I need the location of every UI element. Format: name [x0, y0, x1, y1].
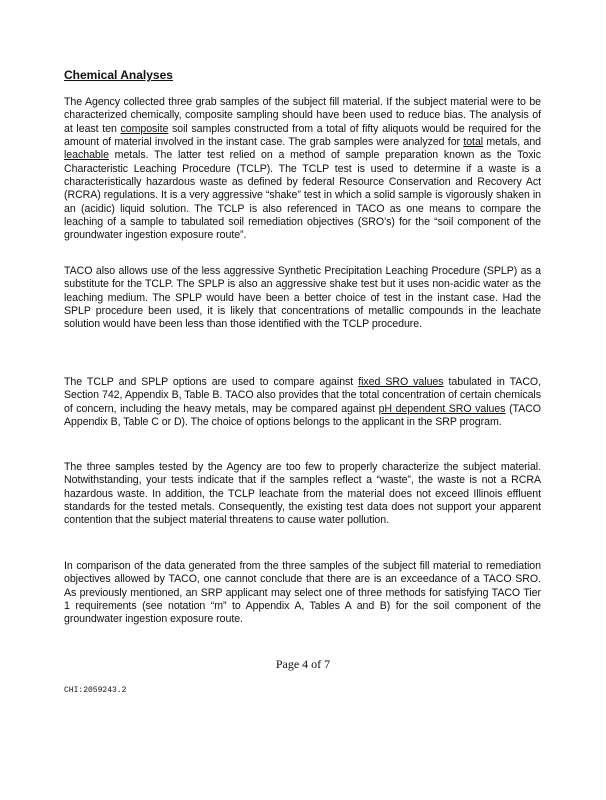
paragraph-sample-findings: The three samples tested by the Agency are too few to properly characterize the subject material. Notwithstanding, your tests indicate that if the samples reflect a “waste”, the waste is not a RCRA hazardous waste. In addition, the TCLP leachate from the material does not exceed Illinois effluent standards for the tested metals. Consequently, the existing test data does not support your apparent contention that the subject material threatens to cause water pollution.: [64, 461, 541, 527]
paragraph-sro-options: [64, 376, 541, 429]
text-segment: (TACO Appendix B, Table C or D). The choice of options belongs to the applicant in the SRP program.: [64, 402, 541, 429]
underlined-term: pH dependent SRO values: [378, 402, 506, 415]
page-number: Page 4 of 7: [275, 657, 331, 671]
text-segment: soil samples constructed from a total of fifty aliquots would be required for the amount of material involved in the instant case. The grab samples were analyzed for: [64, 122, 541, 149]
text-segment: The TCLP and SPLP options are used to compare against: [64, 376, 359, 388]
text-segment: The Agency collected three grab samples of the subject fill material. If the subject material were to be characterized chemically, composite sampling should have been used to reduce bias. The analysis of at least ten: [64, 96, 541, 135]
document-code: CHI:2059243.2: [64, 686, 127, 695]
underlined-term: leachable: [64, 149, 109, 162]
paragraph-chemical-analyses: [64, 96, 541, 243]
paragraph-taco-comparison: In comparison of the data generated from the three samples of the subject fill material to remediation objectives allowed by TACO, one cannot conclude that there are is an exceedance of a TACO SRO. As previously mentioned, an SRP applicant may select one of three methods for satisfying TACO Tier 1 requirements (see notation “m” to Appendix A, Tables A and B) for the soil component of the groundwater ingestion exposure route.: [64, 560, 541, 626]
section-heading: Chemical Analyses: [64, 68, 173, 82]
underlined-term: composite: [120, 122, 169, 135]
underlined-term: fixed SRO values: [358, 376, 444, 388]
underlined-term: total: [463, 136, 484, 149]
paragraph-splp: TACO also allows use of the less aggressive Synthetic Precipitation Leaching Procedure (SPLP) as a substitute for the TCLP. The SPLP is also an aggressive shake test but it uses non-acidic water as the leaching medium. The SPLP would have been a better choice of test in the instant case. Had the SPLP procedure been used, it is likely that concentrations of metallic compounds in the leachate solution would have been less than those identified with the TCLP procedure.: [64, 265, 541, 331]
text-segment: metals, and: [483, 136, 542, 149]
text-segment: metals. The latter test relied on a method of sample preparation known as the Toxic Characteristic Leaching Procedure (TCLP). The TCLP test is used to determine if a waste is a characteristically hazardous waste as defined by federal Resource Conservation and Recovery Act (RCRA) regulations. It is a very aggressive “shake” test in which a solid sample is vigorously shaken in an (acidic) liquid solution. The TCLP is also referenced in TACO as one means to compare the leaching of a sample to tabulated soil remediation objectives (SRO’s) for the “soil component of the groundwater ingestion exposure route”.: [64, 149, 541, 242]
text-segment: tabulated in TACO, Section 742, Appendix B, Table B. TACO also provides that the total concentration of certain chemicals of concern, including the heavy metals, may be compared against: [64, 376, 542, 415]
